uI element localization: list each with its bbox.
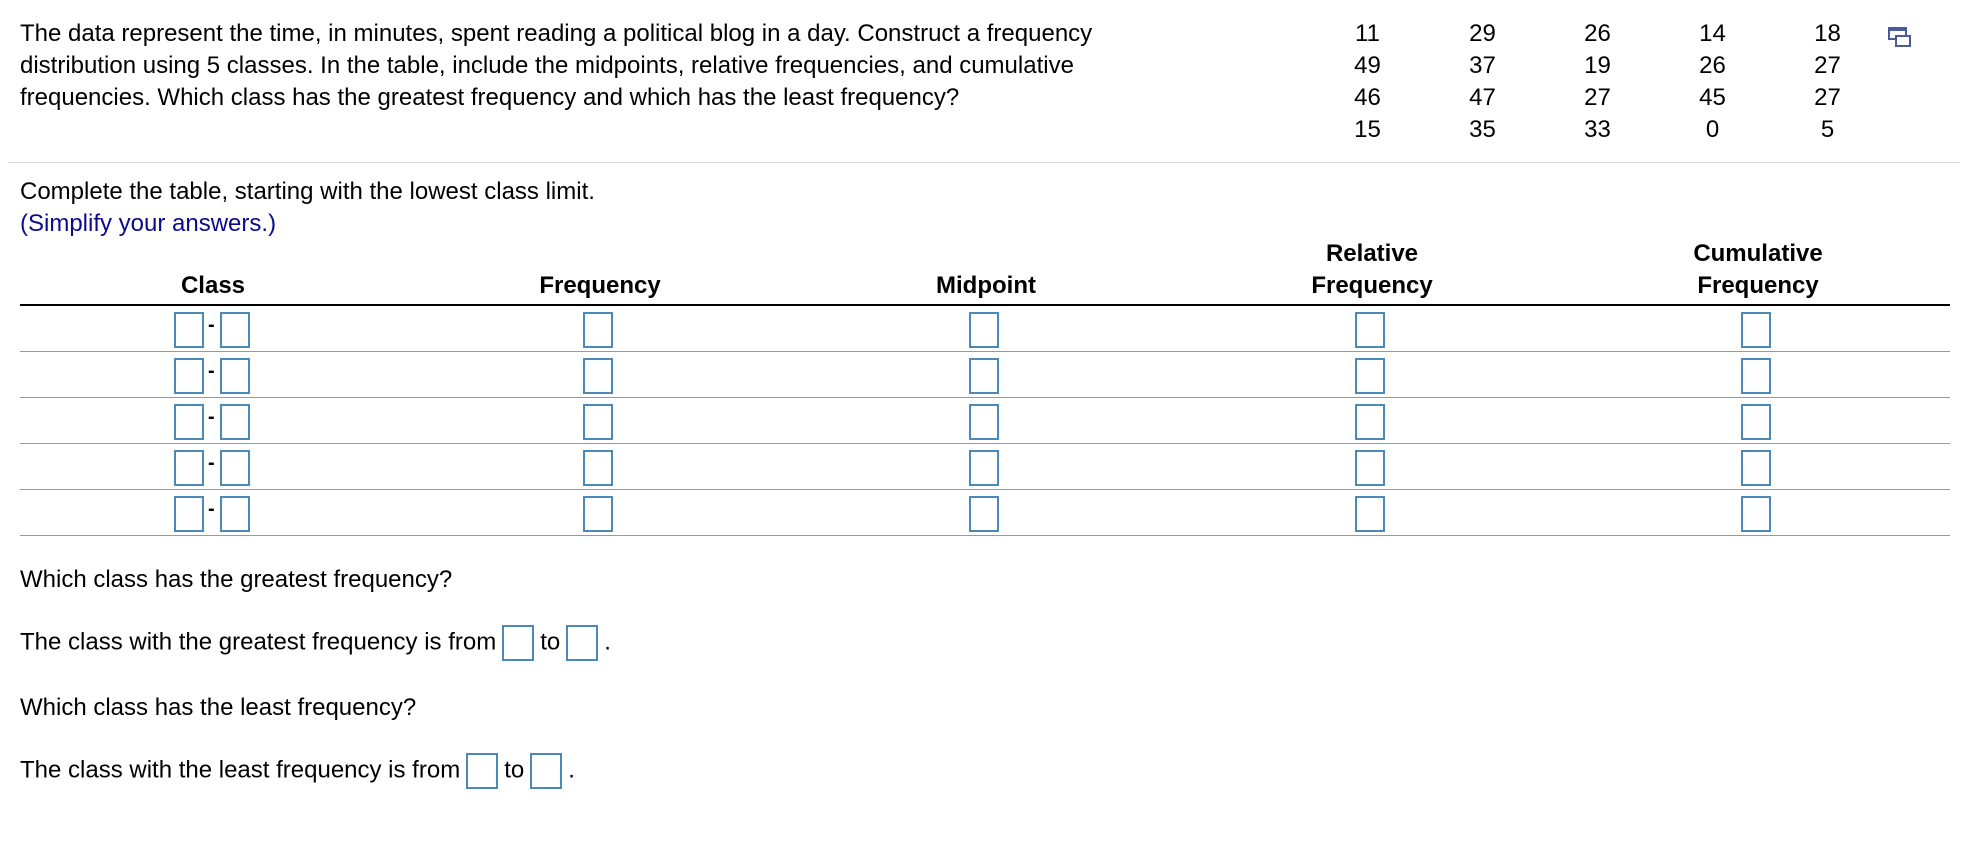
class-lower-limit-input[interactable] — [174, 404, 204, 440]
data-value: 15 — [1354, 116, 1381, 143]
data-value: 5 — [1820, 116, 1835, 143]
data-value: 11 — [1355, 20, 1380, 47]
class-lower-limit-input[interactable] — [174, 496, 204, 532]
greatest-from-input[interactable] — [502, 625, 534, 661]
data-value: 0 — [1705, 116, 1720, 143]
header-relative-line1: Relative — [1325, 240, 1419, 267]
to-label: to — [540, 628, 561, 656]
cumulative-frequency-input[interactable] — [1741, 404, 1771, 440]
midpoint-input[interactable] — [969, 496, 999, 532]
table-row — [20, 490, 1950, 536]
class-upper-limit-input[interactable] — [220, 496, 250, 532]
question-line-3: frequencies. Which class has the greatest frequency and which has the least frequency? — [20, 84, 960, 111]
instructions — [20, 176, 595, 240]
class-dash: - — [208, 498, 215, 520]
relative-frequency-input[interactable] — [1355, 312, 1385, 348]
header-cumulative-line1: Cumulative — [1693, 240, 1823, 267]
header-frequency-label: Frequency — [539, 272, 661, 299]
header-midpoint-label: Midpoint — [936, 272, 1036, 299]
midpoint-input[interactable] — [969, 450, 999, 486]
greatest-prefix: The class with the greatest frequency is from — [20, 628, 497, 656]
data-value: 35 — [1469, 116, 1496, 143]
least-frequency-answer-line — [20, 752, 575, 789]
class-lower-limit-input[interactable] — [174, 450, 204, 486]
class-dash: - — [208, 360, 215, 382]
header-class — [181, 270, 245, 302]
class-lower-limit-input[interactable] — [174, 358, 204, 394]
cumulative-frequency-input[interactable] — [1741, 450, 1771, 486]
cumulative-frequency-input[interactable] — [1741, 496, 1771, 532]
relative-frequency-input[interactable] — [1355, 358, 1385, 394]
class-upper-limit-input[interactable] — [220, 312, 250, 348]
data-values-grid — [1310, 18, 1885, 146]
instructions-hint: (Simplify your answers.) — [20, 210, 277, 237]
midpoint-input[interactable] — [969, 358, 999, 394]
data-value: 27 — [1584, 84, 1611, 111]
question-line-1: The data represent the time, in minutes, spent reading a political blog in a day. Construct a frequency — [20, 20, 1093, 47]
period: . — [568, 756, 575, 784]
question-text — [20, 18, 1200, 114]
relative-frequency-input[interactable] — [1355, 496, 1385, 532]
midpoint-input[interactable] — [969, 404, 999, 440]
data-value: 37 — [1469, 52, 1496, 79]
table-row — [20, 398, 1950, 444]
data-value: 14 — [1699, 20, 1726, 47]
data-value: 45 — [1699, 84, 1726, 111]
popout-window-icon[interactable] — [1888, 26, 1912, 48]
least-to-input[interactable] — [530, 753, 562, 789]
frequency-input[interactable] — [583, 358, 613, 394]
greatest-frequency-answer-line — [20, 624, 611, 661]
class-dash: - — [208, 406, 215, 428]
header-cumulative-frequency — [1693, 238, 1822, 302]
header-relative-line2: Frequency — [1311, 272, 1433, 299]
data-value: 26 — [1584, 20, 1611, 47]
data-value: 18 — [1814, 20, 1841, 47]
data-value: 46 — [1354, 84, 1381, 111]
class-upper-limit-input[interactable] — [220, 450, 250, 486]
instructions-text: Complete the table, starting with the lowest class limit. — [20, 178, 595, 205]
data-value: 29 — [1469, 20, 1496, 47]
header-relative-frequency — [1311, 238, 1432, 302]
greatest-to-input[interactable] — [566, 625, 598, 661]
frequency-input[interactable] — [583, 404, 613, 440]
data-value: 19 — [1584, 52, 1611, 79]
header-cumulative-line2: Frequency — [1697, 272, 1819, 299]
least-prefix: The class with the least frequency is from — [20, 756, 461, 784]
cumulative-frequency-input[interactable] — [1741, 312, 1771, 348]
midpoint-input[interactable] — [969, 312, 999, 348]
class-lower-limit-input[interactable] — [174, 312, 204, 348]
header-frequency — [539, 270, 660, 302]
frequency-input[interactable] — [583, 450, 613, 486]
data-value: 26 — [1699, 52, 1726, 79]
period: . — [604, 628, 611, 656]
cumulative-frequency-input[interactable] — [1741, 358, 1771, 394]
question-line-2: distribution using 5 classes. In the table, include the midpoints, relative frequencies, and cumulative — [20, 52, 1074, 79]
header-midpoint — [936, 270, 1036, 302]
table-body — [20, 306, 1950, 536]
greatest-frequency-question: Which class has the greatest frequency? — [20, 566, 453, 593]
class-dash: - — [208, 452, 215, 474]
class-dash: - — [208, 314, 215, 336]
table-row — [20, 352, 1950, 398]
frequency-input[interactable] — [583, 312, 613, 348]
frequency-input[interactable] — [583, 496, 613, 532]
section-divider — [8, 162, 1960, 163]
to-label: to — [504, 756, 525, 784]
class-upper-limit-input[interactable] — [220, 358, 250, 394]
header-class-label: Class — [180, 272, 246, 299]
relative-frequency-input[interactable] — [1355, 450, 1385, 486]
data-value: 47 — [1469, 84, 1496, 111]
data-value: 27 — [1814, 84, 1841, 111]
least-frequency-question: Which class has the least frequency? — [20, 694, 417, 721]
data-value: 33 — [1584, 116, 1611, 143]
class-upper-limit-input[interactable] — [220, 404, 250, 440]
data-value: 27 — [1814, 52, 1841, 79]
data-value: 49 — [1354, 52, 1381, 79]
table-row — [20, 444, 1950, 490]
least-from-input[interactable] — [466, 753, 498, 789]
table-row — [20, 306, 1950, 352]
relative-frequency-input[interactable] — [1355, 404, 1385, 440]
table-header — [20, 240, 1950, 306]
